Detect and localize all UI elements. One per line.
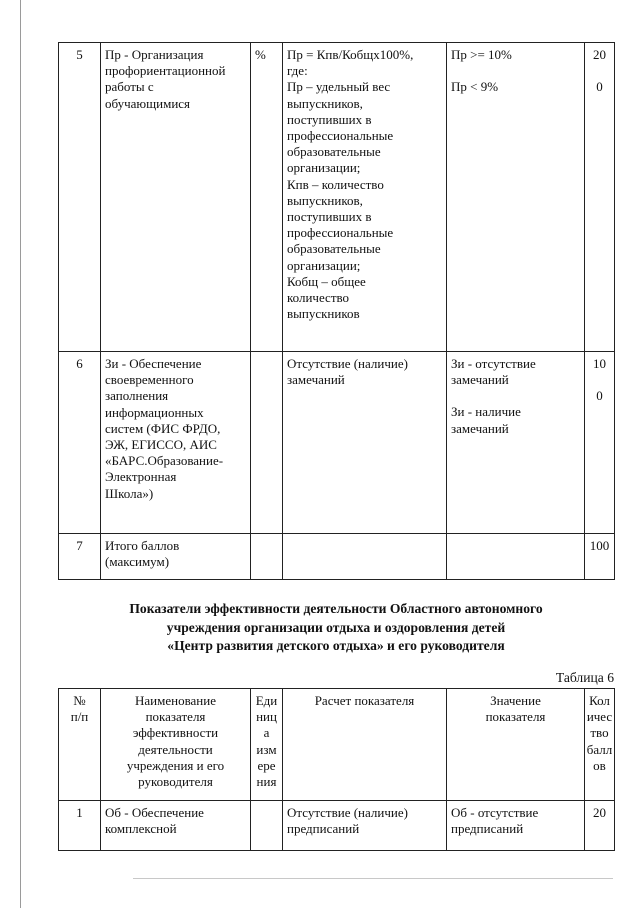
header-indicator-name: Наименование показателя эффективности деятельности учреждения и его руководителя	[101, 689, 251, 801]
row-number: 7	[59, 534, 101, 580]
header-number: № п/п	[59, 689, 101, 801]
table-caption: Таблица 6	[555, 670, 614, 685]
indicator-name: Пр - Организация профориентационной работы с обучающимися	[101, 43, 251, 352]
unit-of-measure	[251, 534, 283, 580]
indicator-value: Об - отсутствие предписаний	[447, 801, 585, 851]
table-row	[59, 534, 615, 580]
header-unit: Еди ниц а изм ере ния	[251, 689, 283, 801]
section-heading	[60, 600, 612, 656]
heading-line-2: учреждения организации отдыха и оздоровления детей	[166, 619, 506, 635]
table-row	[59, 43, 615, 352]
indicator-name: Об - Обеспечение комплексной	[101, 801, 251, 851]
table-row	[59, 801, 615, 851]
table-6	[58, 688, 615, 851]
calculation: Пр = Кпв/Кобщх100%, где: Пр – удельный вес выпускников, поступивших в профессиональные образовательные организации; Кпв – количество выпускников, поступивших в профессиональные образовательные организации; Кобщ – общее количество выпускников	[283, 43, 447, 352]
table-row	[59, 352, 615, 534]
row-number: 1	[59, 801, 101, 851]
calculation: Отсутствие (наличие) замечаний	[283, 352, 447, 534]
header-calculation: Расчет показателя	[283, 689, 447, 801]
indicators-table-continued	[58, 42, 615, 580]
unit-of-measure: %	[251, 43, 283, 352]
header-points: Кол ичес тво балл ов	[585, 689, 615, 801]
indicator-value: Пр >= 10% Пр < 9%	[447, 43, 585, 352]
heading-line-3: «Центр развития детского отдыха» и его руководителя	[167, 638, 505, 653]
page-left-edge	[20, 0, 21, 908]
calculation	[283, 534, 447, 580]
heading-line-1: Показатели эффективности деятельности Областного автономного	[129, 601, 543, 616]
row-number: 5	[59, 43, 101, 352]
indicator-name: Зи - Обеспечение своевременного заполнения информационных систем (ФИС ФРДО, ЭЖ, ЕГИССО, АИС «БАРС.Образование- Электронная Школа»)	[101, 352, 251, 534]
indicator-name: Итого баллов (максимум)	[101, 534, 251, 580]
unit-of-measure	[251, 352, 283, 534]
calculation: Отсутствие (наличие) предписаний	[283, 801, 447, 851]
header-value: Значение показателя	[447, 689, 585, 801]
table-header-row	[59, 689, 615, 801]
points: 20 0	[585, 43, 615, 352]
points: 100	[585, 534, 615, 580]
indicator-value: Зи - отсутствие замечаний Зи - наличие замечаний	[447, 352, 585, 534]
unit-of-measure	[251, 801, 283, 851]
footer-divider	[133, 878, 613, 879]
row-number: 6	[59, 352, 101, 534]
points: 10 0	[585, 352, 615, 534]
indicator-value	[447, 534, 585, 580]
points: 20	[585, 801, 615, 851]
